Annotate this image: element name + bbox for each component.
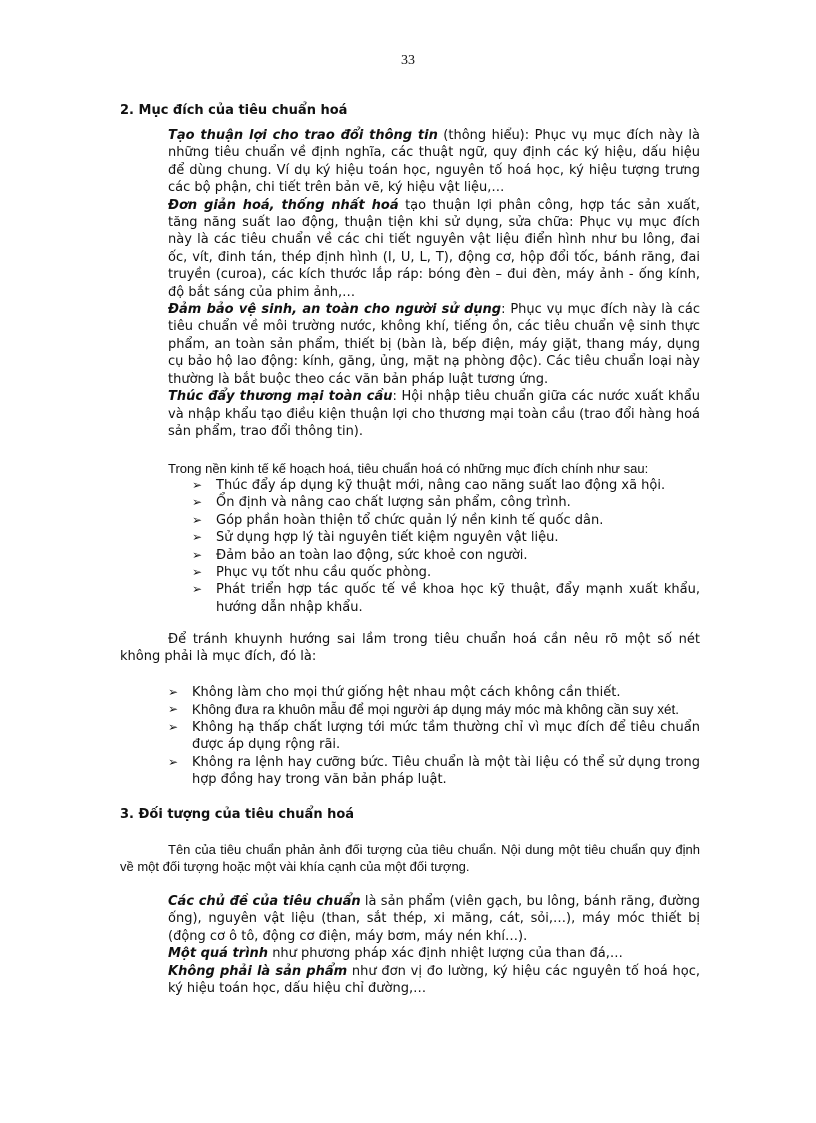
object-term: Một quá trình: [168, 946, 269, 962]
list-item: ➢ Phục vụ tốt nhu cầu quốc phòng.: [192, 565, 432, 581]
object-item: [168, 893, 700, 945]
object-text: là sản phẩm (viên gạch, bu lông, bánh răng, đường ống), nguyên vật liệu (than, sắt thép, xi măng, cát, sỏi,…), máy móc thiết bị (động cơ ô tô, động cơ điện, máy bơm, máy nén khí…).: [168, 894, 700, 944]
arrow-bullet-icon: ➢: [168, 685, 179, 699]
purpose-item: [168, 197, 700, 301]
list-item: ➢ Không ra lệnh hay cưỡng bức. Tiêu chuẩn là một tài liệu có thể sử dụng trong hợp đồng hay trong văn bản pháp luật.: [168, 754, 700, 788]
arrow-bullet-icon: ➢: [192, 547, 203, 562]
list-item: ➢ Không đưa ra khuôn mẫu để mọi người áp dụng máy móc mà không cần suy xét.: [168, 702, 679, 718]
arrow-bullet-icon: ➢: [168, 702, 179, 717]
avoid-intro: Để tránh khuynh hướng sai lầm trong tiêu chuẩn hoá cần nêu rõ một số nét không phải là mục đích, đó là:: [120, 632, 700, 665]
object-item: [168, 963, 700, 998]
purpose-item: [168, 127, 700, 197]
object-text: như đơn vị đo lường, ký hiệu các nguyên tố hoá học, ký hiệu toán học, dấu hiệu chỉ đường,…: [168, 963, 700, 997]
purpose-item: [168, 388, 700, 440]
list-item: ➢ Không hạ thấp chất lượng tới mức tầm thường chỉ vì mục đích để tiêu chuẩn được áp dụng rộng rãi.: [168, 719, 700, 753]
planned-economy-intro: Trong nền kinh tế kế hoạch hoá, tiêu chuẩn hoá có những mục đích chính như sau:: [168, 461, 649, 476]
purpose-text: (thông hiểu): Phục vụ mục đích này là những tiêu chuẩn về định nghĩa, các thuật ngữ, quy định các ký hiệu, dấu hiệu để dùng chung. Ví dụ ký hiệu toán học, nguyên tố hoá học, ký hiệu tượng trưng các bộ phận, chi tiết trên bản vẽ, ký hiệu vật liệu,…: [168, 128, 700, 196]
arrow-bullet-icon: ➢: [192, 582, 203, 597]
purpose-list: [168, 127, 700, 440]
section-3-intro: Tên của tiêu chuẩn phản ảnh đối tượng của tiêu chuẩn. Nội dung một tiêu chuẩn quy định về một đối tượng hoặc một vài khía cạnh của một đối tượng.: [120, 842, 700, 875]
purpose-text: : Hội nhập tiêu chuẩn giữa các nước xuất khẩu và nhập khẩu tạo điều kiện thuận lợi cho thương mại toàn cầu (trao đổi hàng hoá sản phẩm, trao đổi thông tin).: [168, 389, 700, 439]
list-item: ➢ Sử dụng hợp lý tài nguyên tiết kiệm nguyên vật liệu.: [192, 530, 559, 546]
list-item: ➢ Góp phần hoàn thiện tổ chức quản lý nền kinh tế quốc dân.: [192, 512, 604, 528]
list-item: ➢ Đảm bảo an toàn lao động, sức khoẻ con người.: [192, 547, 528, 563]
section-2-heading: 2. Mục đích của tiêu chuẩn hoá: [120, 103, 348, 118]
list-item: ➢ Ổn định và nâng cao chất lượng sản phẩm, công trình.: [192, 495, 571, 511]
purpose-term: Đảm bảo vệ sinh, an toàn cho người sử dụng: [168, 302, 502, 318]
object-list: [168, 893, 700, 997]
purpose-term: Thúc đẩy thương mại toàn cầu: [168, 389, 393, 405]
section-3-heading: 3. Đối tượng của tiêu chuẩn hoá: [120, 807, 355, 822]
not-goals-list: [168, 684, 700, 788]
arrow-bullet-icon: ➢: [168, 719, 179, 734]
object-text: như phương pháp xác định nhiệt lượng của than đá,…: [268, 946, 623, 962]
object-term: Không phải là sản phẩm: [168, 963, 348, 979]
purpose-item: [168, 301, 700, 388]
purpose-term: Tạo thuận lợi cho trao đổi thông tin: [168, 128, 438, 143]
arrow-bullet-icon: ➢: [192, 495, 203, 510]
purpose-text: : Phục vụ mục đích này là các tiêu chuẩn về môi trường nước, không khí, tiếng ồn, các tiêu chuẩn vệ sinh thực phẩm, an toàn sản phẩm, thiết bị (bàn là, bếp điện, máy giặt, thang máy, dụng cụ bảo hộ lao động: kính, găng, ủng, mặt nạ phòng độc). Các tiêu chuẩn loại này thường là bắt buộc theo các văn bản pháp luật tương ứng.: [168, 302, 700, 387]
arrow-bullet-icon: ➢: [192, 565, 203, 580]
arrow-bullet-icon: ➢: [192, 478, 203, 492]
list-item: ➢ Thúc đẩy áp dụng kỹ thuật mới, nâng cao năng suất lao động xã hội.: [192, 478, 666, 493]
arrow-bullet-icon: ➢: [168, 754, 179, 769]
object-term: Các chủ đề của tiêu chuẩn: [168, 894, 361, 909]
purpose-text: tạo thuận lợi phân công, hợp tác sản xuất, tăng năng suất lao động, thuận tiện khi sử dụng, sửa chữa: Phục vụ mục đích này là các tiêu chuẩn về các chi tiết nguyên vật liệu điển hình như bu lông, đai ốc, vít, đinh tán, thép định hình (I, U, L, T), động cơ, hộp đổi tốc, bánh răng, đai truyền (curoa), các kích thước lắp ráp: bóng đèn – đui đèn, máy ảnh - ống kính, độ bắt sáng của phim ảnh,…: [168, 197, 701, 300]
list-item: ➢ Phát triển hợp tác quốc tế về khoa học kỹ thuật, đẩy mạnh xuất khẩu, hướng dẫn nhập khẩu.: [192, 582, 700, 615]
arrow-bullet-icon: ➢: [192, 512, 203, 527]
purpose-term: Đơn giản hoá, thống nhất hoá: [168, 197, 399, 213]
page-number: 33: [401, 53, 415, 68]
list-item: ➢ Không làm cho mọi thứ giống hệt nhau một cách không cần thiết.: [168, 685, 621, 700]
planned-goals-list: [192, 477, 700, 616]
arrow-bullet-icon: ➢: [192, 530, 203, 545]
object-item: [168, 945, 700, 962]
